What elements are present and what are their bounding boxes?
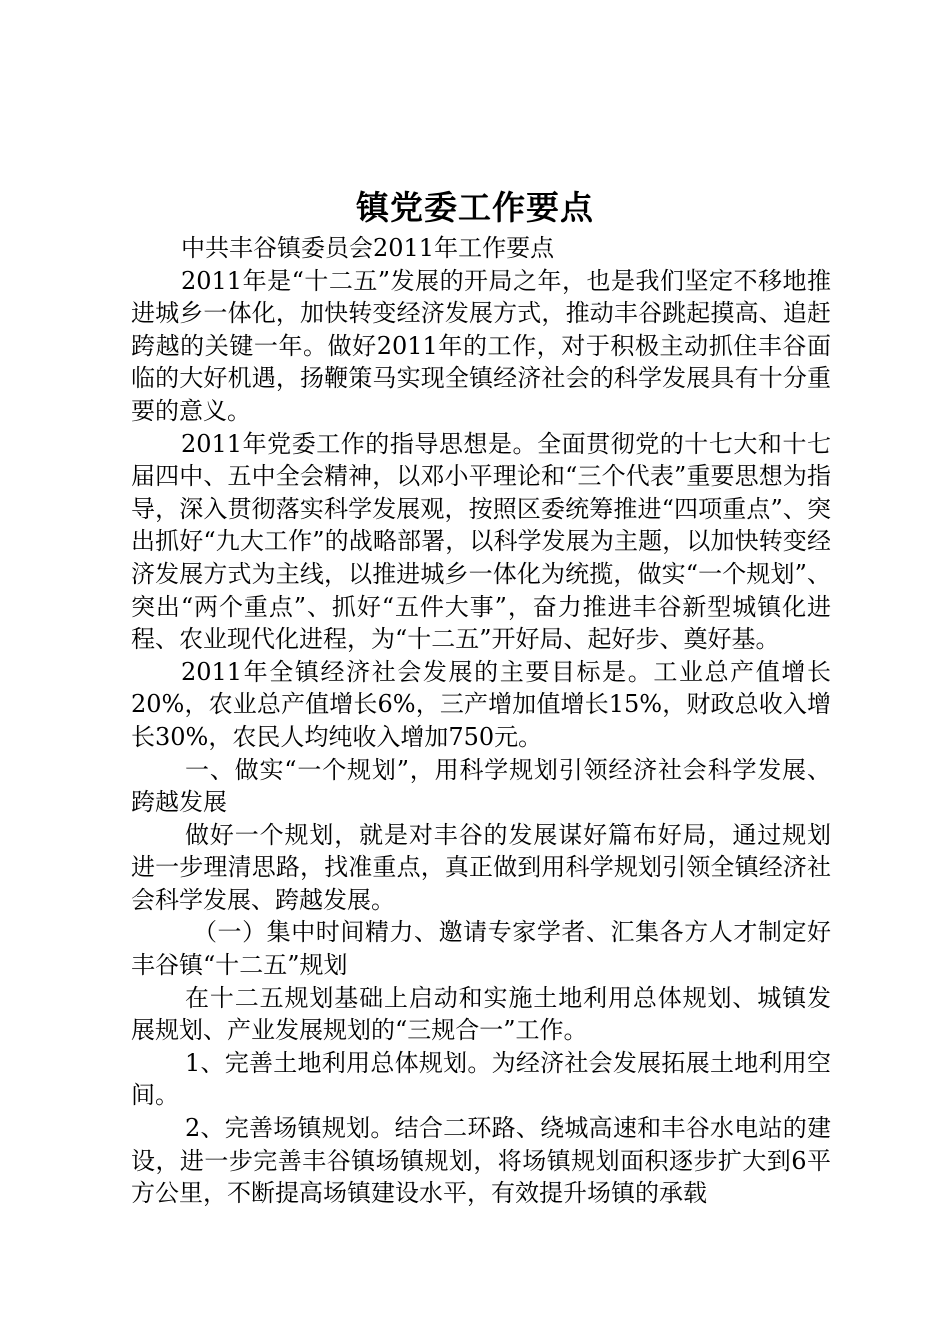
paragraph-main-goals: 2011年全镇经济社会发展的主要目标是。工业总产值增长20%，农业总产值增长6%，三产增加值增长15%，财政总收入增长30%，农民人均纯收入增加750元。 [131, 657, 831, 751]
paragraph-guiding-thought: 2011年党委工作的指导思想是。全面贯彻党的十七大和十七届四中、五中全会精神，以邓小平理论和“三个代表”重要思想为指导，深入贯彻落实科学发展观，按照区委统筹推进“四项重点”、突出抓好“九大工作”的战略部署，以科学发展为主题，以加快转变经济发展方式为主线，以推进城乡一体化为统揽，做实“一个规划”、突出“两个重点”、抓好“五件大事”，奋力推进丰谷新型城镇化进程、农业现代化进程，为“十二五”开好局、起好步、奠好基。 [131, 429, 831, 654]
list-item-land-plan: 1、完善土地利用总体规划。为经济社会发展拓展土地利用空间。 [131, 1048, 831, 1110]
paragraph-subtitle: 中共丰谷镇委员会2011年工作要点 [181, 234, 555, 262]
section-heading-one: 一、做实“一个规划”，用科学规划引领经济社会科学发展、跨越发展 [131, 755, 831, 817]
document-body [131, 232, 831, 1210]
list-item-town-plan: 2、完善场镇规划。结合二环路、绕城高速和丰谷水电站的建设，进一步完善丰谷镇场镇规划，将场镇规划面积逐步扩大到6平方公里，不断提高场镇建设水平，有效提升场镇的承载 [131, 1114, 831, 1208]
paragraph-planning: 做好一个规划，就是对丰谷的发展谋好篇布好局，通过规划进一步理清思路，找准重点，真正做到用科学规划引领全镇经济社会科学发展、跨越发展。 [131, 820, 831, 914]
subsection-heading-one: （一）集中时间精力、邀请专家学者、汇集各方人才制定好丰谷镇“十二五”规划 [131, 918, 831, 980]
paragraph-three-plans: 在十二五规划基础上启动和实施土地利用总体规划、城镇发展规划、产业发展规划的“三规合一”工作。 [131, 983, 831, 1045]
document-title: 镇党委工作要点 [356, 188, 594, 227]
paragraph-intro: 2011年是“十二五”发展的开局之年，也是我们坚定不移地推进城乡一体化，加快转变经济发展方式，推动丰谷跳起摸高、追赶跨越的关键一年。做好2011年的工作，对于积极主动抓住丰谷面临的大好机遇，扬鞭策马实现全镇经济社会的科学发展具有十分重要的意义。 [131, 266, 831, 425]
